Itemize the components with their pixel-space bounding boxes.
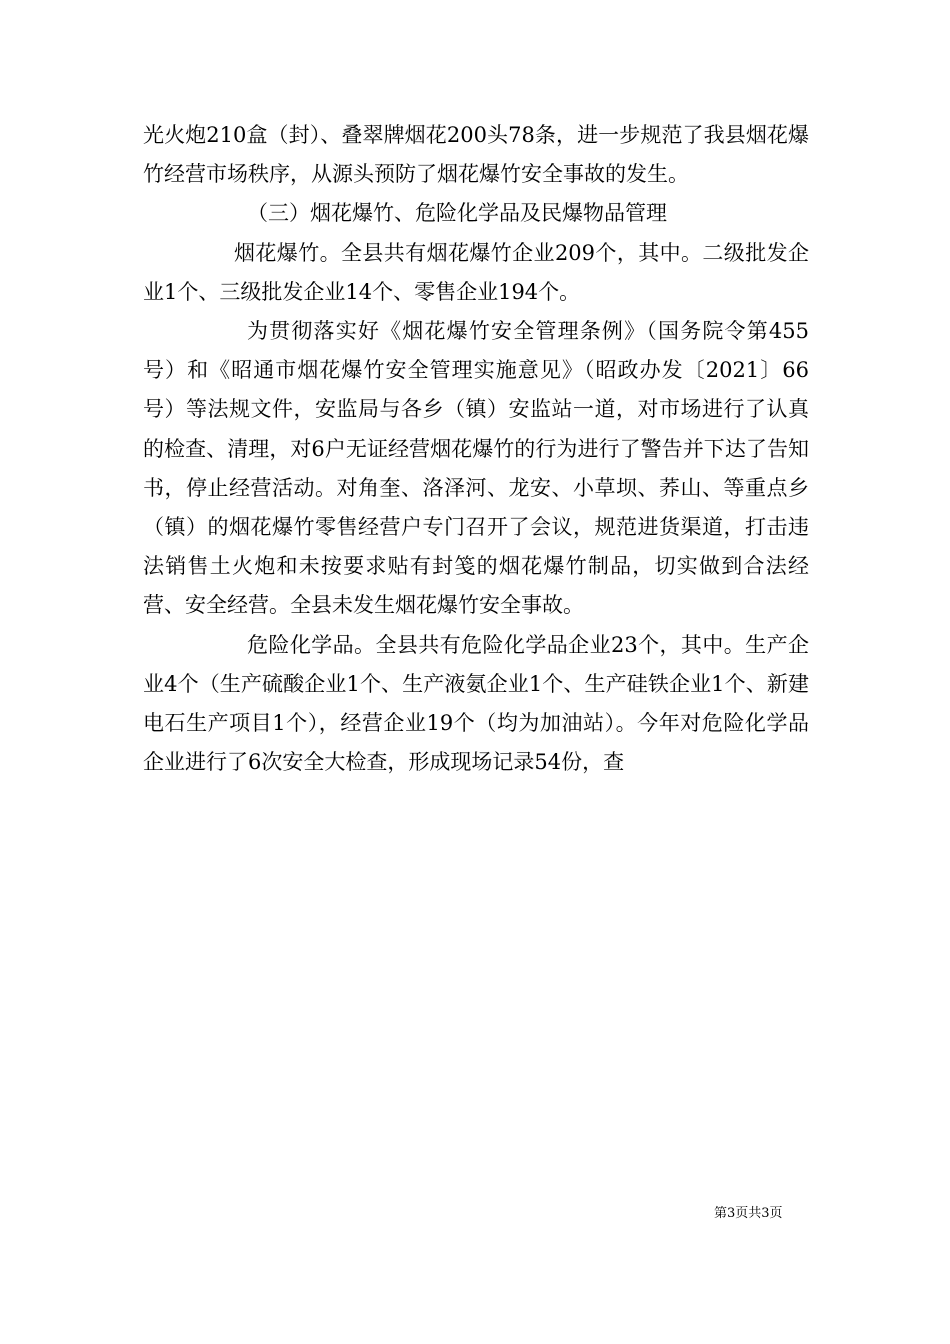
section-heading: （三）烟花爆竹、危险化学品及民爆物品管理 [247,201,667,226]
paragraph-fireworks-regulation: 为贯彻落实好《烟花爆竹安全管理条例》（国务院令第455号）和《昭通市烟花爆竹安全管理实施意见》（昭政办发〔2021〕66号）等法规文件，安监局与各乡（镇）安监站一道，对市场进行了认真的检查、清理，对6户无证经营烟花爆竹的行为进行了警告并下达了告知书，停止经营活动。对角奎、洛泽河、龙安、小草坝、荞山、等重点乡（镇）的烟花爆竹零售经营户专门召开了会议，规范进货渠道，打击违法销售土火炮和未按要求贴有封笺的烟花爆竹制品，切实做到合法经营、安全经营。全县未发生烟花爆竹安全事故。 [143,319,809,618]
paragraph-fireworks-overview: 烟花爆竹。全县共有烟花爆竹企业209个，其中。二级批发企业1个、三级批发企业14个、零售企业194个。 [143,240,809,304]
page-number-footer: 第3页共3页 [714,1206,783,1221]
document-body [143,116,809,782]
paragraph-continuation: 光火炮210盒（封）、叠翠牌烟花200头78条，进一步规范了我县烟花爆竹经营市场秩序，从源头预防了烟花爆竹安全事故的发生。 [143,123,809,187]
paragraph-hazardous-chemicals: 危险化学品。全县共有危险化学品企业23个，其中。生产企业4个（生产硫酸企业1个、生产液氨企业1个、生产硅铁企业1个、新建电石生产项目1个），经营企业19个（均为加油站）。今年对危险化学品企业进行了6次安全大检查，形成现场记录54份，查 [143,632,809,775]
